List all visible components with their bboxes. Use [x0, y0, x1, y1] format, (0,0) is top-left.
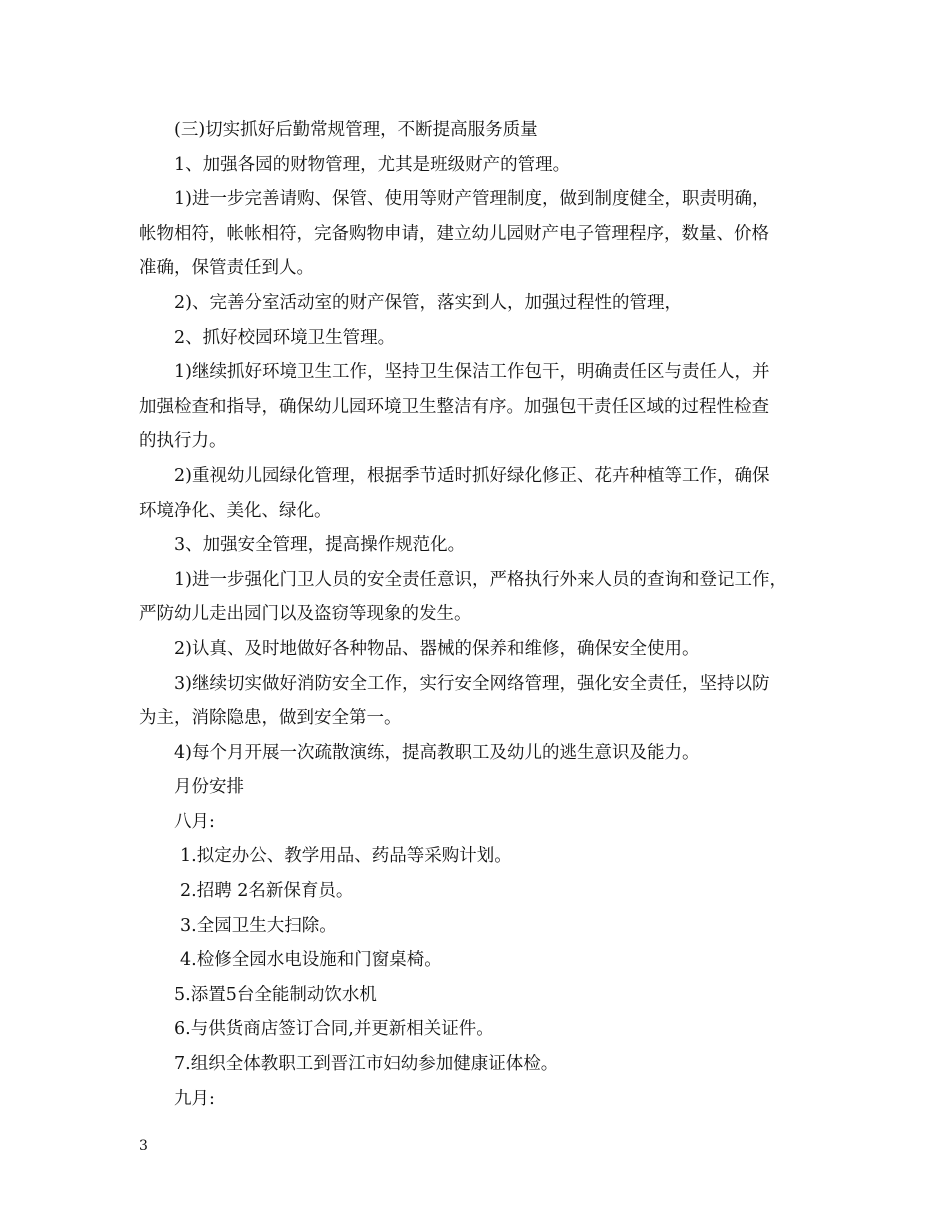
- paragraph-line: 为主，消除隐患，做到安全第一。: [139, 708, 402, 729]
- paragraph-line: 加强检查和指导，确保幼儿园环境卫生整洁有序。加强包干责任区域的过程性检查: [139, 396, 769, 417]
- monthly-plan-heading: 月份安排: [174, 777, 244, 798]
- paragraph-line: 帐物相符，帐帐相符，完备购物申请，建立幼儿园财产电子管理程序，数量、价格: [139, 223, 769, 244]
- paragraph-line: 4)每个月开展一次疏散演练，提高教职工及幼儿的逃生意识及能力。: [174, 742, 700, 763]
- subsection-heading: 1、加强各园的财物管理，尤其是班级财产的管理。: [174, 154, 571, 175]
- subsection-heading: 3、加强安全管理，提高操作规范化。: [174, 535, 466, 556]
- section-heading: (三)切实抓好后勤常规管理，不断提高服务质量: [174, 120, 538, 140]
- paragraph-line: 2)、完善分室活动室的财产保管，落实到人，加强过程性的管理，: [174, 292, 682, 313]
- list-item: 5.添置5台全能制动饮水机: [174, 984, 377, 1005]
- paragraph-line: 准确，保管责任到人。: [139, 258, 314, 279]
- list-item: 6.与供货商店签订合同,并更新相关证件。: [174, 1019, 494, 1040]
- month-label: 八月:: [174, 811, 215, 832]
- list-item: 2.招聘 2名新保育员。: [180, 881, 354, 902]
- paragraph-line: 的执行力。: [139, 431, 227, 452]
- list-item: 7.组织全体教职工到晋江市妇幼参加健康证体检。: [174, 1054, 559, 1075]
- subsection-heading: 2、抓好校园环境卫生管理。: [174, 327, 396, 348]
- month-label: 九月:: [174, 1088, 215, 1109]
- paragraph-line: 1)继续抓好环境卫生工作，坚持卫生保洁工作包干，明确责任区与责任人，并: [174, 362, 770, 383]
- list-item: 3.全园卫生大扫除。: [180, 915, 337, 936]
- paragraph-line: 1)进一步完善请购、保管、使用等财产管理制度，做到制度健全，职责明确，: [174, 189, 770, 210]
- document-body: [139, 113, 819, 1116]
- list-item: 4.检修全园水电设施和门窗桌椅。: [180, 950, 442, 971]
- paragraph-line: 3)继续切实做好消防安全工作，实行安全网络管理，强化安全责任，坚持以防: [174, 673, 770, 694]
- paragraph-line: 严防幼儿走出园门以及盗窃等现象的发生。: [139, 604, 472, 625]
- paragraph-line: 2)认真、及时地做好各种物品、器械的保养和维修，确保安全使用。: [174, 638, 700, 659]
- paragraph-line: 2)重视幼儿园绿化管理，根据季节适时抓好绿化修正、花卉种植等工作，确保: [174, 465, 770, 486]
- paragraph-line: 环境净化、美化、绿化。: [139, 500, 332, 521]
- list-item: 1.拟定办公、教学用品、药品等采购计划。: [180, 846, 512, 867]
- paragraph-line: 1)进一步强化门卫人员的安全责任意识，严格执行外来人员的查询和登记工作，: [174, 569, 787, 590]
- page-number: 3: [139, 1138, 148, 1154]
